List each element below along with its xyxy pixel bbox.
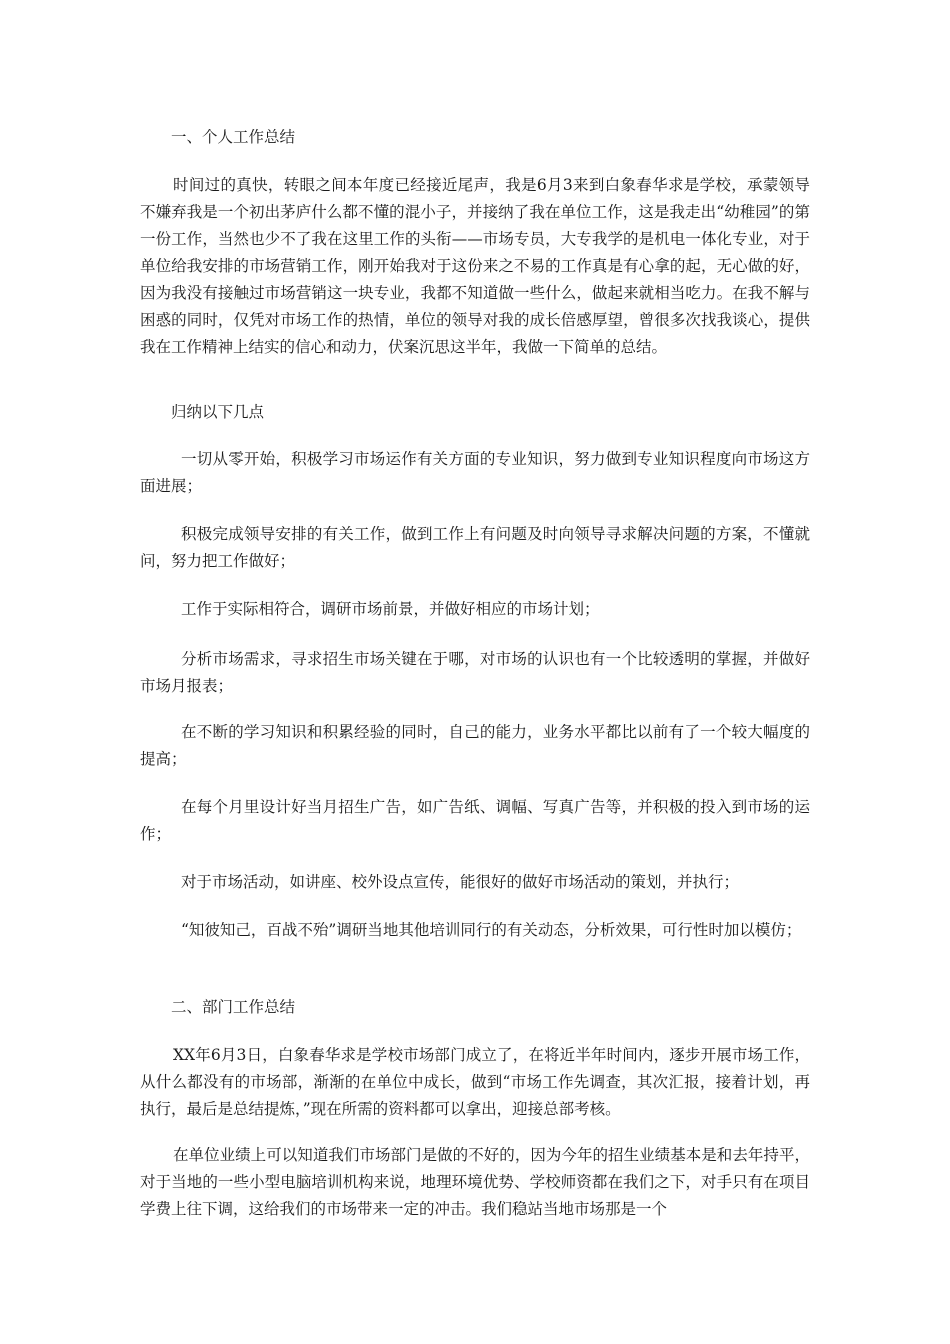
list-item: 在不断的学习知识和积累经验的同时，自己的能力，业务水平都比以前有了一个较大幅度的提高； [140, 723, 810, 768]
list-item: 工作于实际相符合，调研市场前景，并做好相应的市场计划； [181, 600, 600, 618]
section-heading-department: 二、部门工作总结 [171, 998, 296, 1016]
section-heading-personal: 一、个人工作总结 [171, 128, 296, 146]
list-item: 在每个月里设计好当月招生广告，如广告纸、调幅、写真广告等，并积极的投入到市场的运作； [140, 798, 810, 843]
intro-paragraph: 时间过的真快，转眼之间本年度已经接近尾声，我是6月3来到白象春华求是学校，承蒙领导不嫌弃我是一个初出茅庐什么都不懂的混小子，并接纳了我在单位工作，这是我走出“幼稚园”的第一份工作，当然也少不了我在这里工作的头衔——市场专员，大专我学的是机电一体化专业，对于单位给我安排的市场营销工作，刚开始我对于这份来之不易的工作真是有心拿的起，无心做的好，因为我没有接触过市场营销这一块专业，我都不知道做一些什么，做起来就相当吃力。在我不解与困惑的同时，仅凭对市场工作的热情，单位的领导对我的成长倍感厚望，曾很多次找我谈心，提供我在工作精神上结实的信心和动力，伏案沉思这半年，我做一下简单的总结。 [140, 176, 810, 356]
summary-heading: 归纳以下几点 [171, 403, 265, 421]
list-item: “知彼知己，百战不殆”调研当地其他培训同行的有关动态，分析效果，可行性时加以模仿； [181, 921, 802, 939]
list-item: 积极完成领导安排的有关工作，做到工作上有问题及时向领导寻求解决问题的方案，不懂就问，努力把工作做好； [140, 525, 810, 570]
department-paragraph-1: XX年6月3日，白象春华求是学校市场部门成立了，在将近半年时间内，逐步开展市场工作，从什么都没有的市场部，渐渐的在单位中成长，做到“市场工作先调查，其次汇报，接着计划，再执行，最后是总结提炼，”现在所需的资料都可以拿出，迎接总部考核。 [140, 1046, 810, 1118]
list-item: 分析市场需求，寻求招生市场关键在于哪，对市场的认识也有一个比较透明的掌握，并做好市场月报表； [140, 650, 810, 695]
department-paragraph-2: 在单位业绩上可以知道我们市场部门是做的不好的，因为今年的招生业绩基本是和去年持平，对于当地的一些小型电脑培训机构来说，地理环境优势、学校师资都在我们之下，对手只有在项目学费上往下调，这给我们的市场带来一定的冲击。我们稳站当地市场那是一个 [140, 1146, 810, 1218]
list-item: 对于市场活动，如讲座、校外设点宣传，能很好的做好市场活动的策划，并执行； [181, 873, 740, 891]
list-item: 一切从零开始，积极学习市场运作有关方面的专业知识，努力做到专业知识程度向市场这方面进展； [140, 450, 810, 495]
